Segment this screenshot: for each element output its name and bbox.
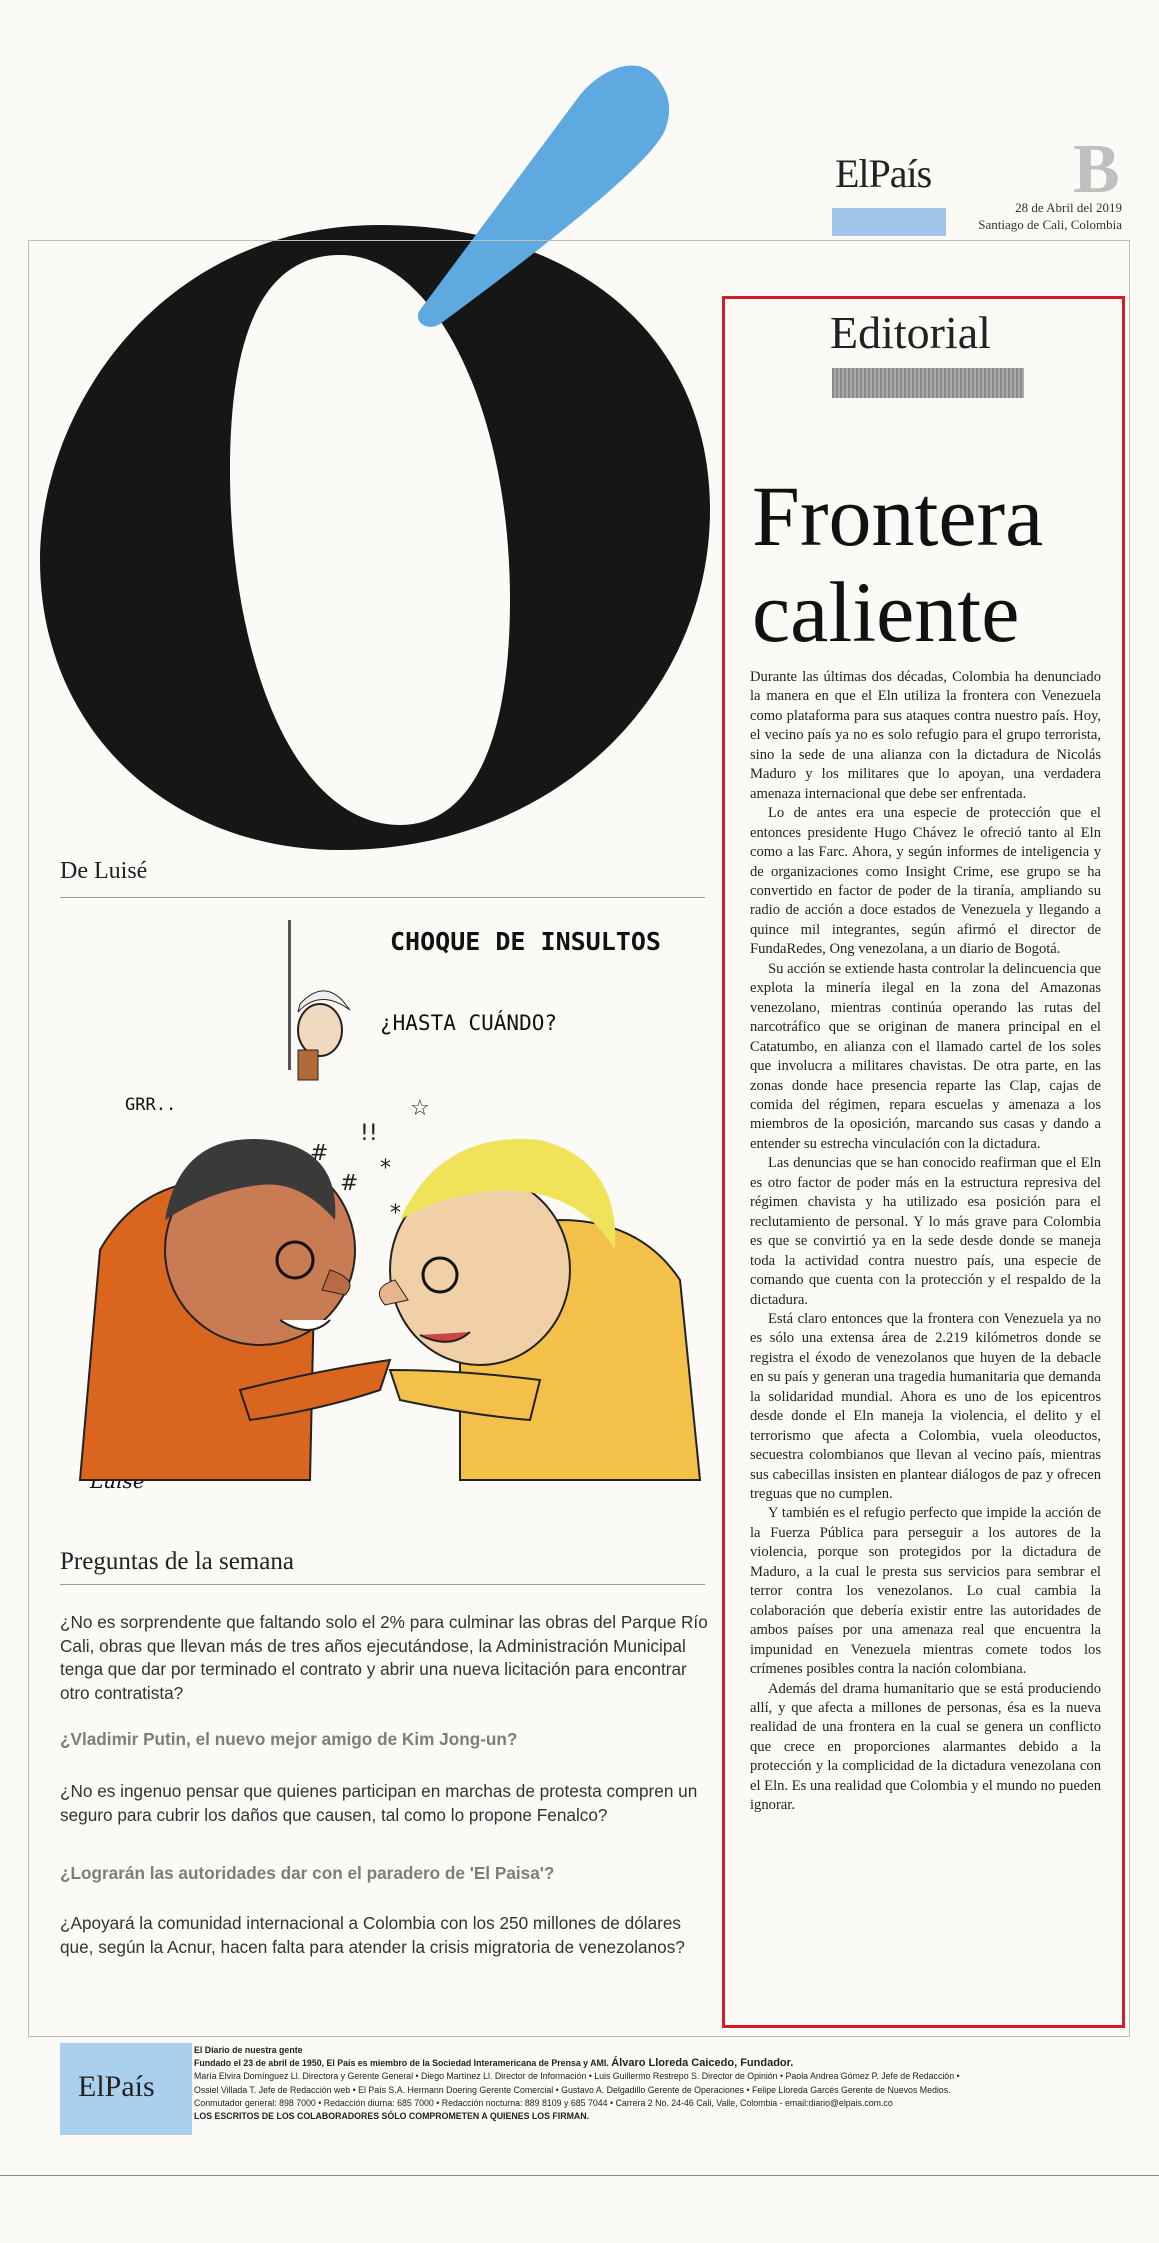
svg-text:#: # (310, 1141, 329, 1166)
question-item: ¿No es ingenuo pensar que quienes participan en marchas de protesta compren un seguro para cubrir los daños que causen, tal como lo propone Fenalco? (60, 1781, 698, 1825)
footer-founder: Álvaro Lloreda Caicedo, Fundador. (611, 2057, 794, 2070)
questions-section-title: Preguntas de la semana (60, 1548, 294, 1575)
editorial-paragraph: Está claro entonces que la frontera con Venezuela ya no es sólo una extensa área de 2.219 kilómetros donde se registra el éxodo de venezolanos que huyen de la debacle en su país y generan una tragedia humanitaria que demanda la solidaridad mundial. Ahora es uno de los epicentros desde donde el Eln maneja la violencia, el delito y el terrorismo que afecta a Colombia, vuela oleoductos, secuestra colombianos que llevan al vecino país, mientras sus cabecillas insisten en plantear diálogos de paz y ofrecen treguas que no cumplen. (750, 1310, 1101, 1503)
divider (60, 897, 705, 898)
cartoon-speech: ¿HASTA CUÁNDO? (380, 1011, 558, 1035)
masthead-logo: ElPaís (835, 151, 932, 196)
masthead-date: 28 de Abril del 2019 (1015, 200, 1122, 215)
svg-text:*: * (380, 1156, 391, 1181)
svg-text:!!: !! (360, 1121, 378, 1146)
masthead-place: Santiago de Cali, Colombia (978, 217, 1122, 232)
footer-disclaimer: LOS ESCRITOS DE LOS COLABORADORES SÓLO COMPROMETEN A QUIENES LOS FIRMAN. (194, 2111, 590, 2122)
footer-founded-line (194, 2057, 1124, 2070)
question-item-highlight: ¿Vladimir Putin, el nuevo mejor amigo de Kim Jong-un? (60, 1729, 518, 1749)
bottom-rule (0, 2175, 1159, 2176)
footer-contact: Conmutador general: 898 7000 • Redacción diurna: 685 7000 • Redacción nocturna: 889 8109 y 685 7044 • Carrera 2 No. 24-46 Cali, Valle, Colombia - email:diario@elpais.com.co (194, 2097, 893, 2108)
section-letter: B (1073, 131, 1120, 208)
footer-credits (194, 2044, 1124, 2123)
svg-text:*: * (390, 1201, 401, 1226)
question-item: ¿Apoyará la comunidad internacional a Colombia con los 250 millones de dólares que, según la Acnur, hacen falta para atender la crisis migratoria de venezolanos? (60, 1913, 685, 1957)
svg-text:#: # (340, 1171, 359, 1196)
editorial-paragraph: Además del drama humanitario que se está produciendo allí, y que afecta a millones de personas, ésa es la nueva realidad de una frontera en la cual se genera un conflicto que crece en proporciones alarmantes debido a la protección y la complicidad de la dictadura venezolana con el Eln. Es una realidad que Colombia y el mundo no pueden ignorar. (750, 1680, 1101, 1814)
cartoon-caption: CHOQUE DE INSULTOS (390, 927, 661, 956)
footer-founded: Fundado el 23 de abril de 1950, El País es miembro de la Sociedad Interamericana de Prensa y AMI. (194, 2058, 609, 2069)
footer-staff-2: Ossiel Villada T. Jefe de Redacción web • El País S.A. Hermann Doering Gerente Comercial • Gustavo A. Delgadillo Gerente de Operaciones • Felipe Lloreda Garcés Gerente de Nuevos Medios. (194, 2084, 951, 2095)
footer-tagline: El Diario de nuestra gente (194, 2045, 303, 2055)
headline-line-2: caliente (752, 564, 1020, 660)
editorial-body (750, 668, 1101, 1816)
footer-staff-1: María Elvira Domínguez Ll. Directora y Gerente General • Diego Martínez Ll. Director de Información • Luis Guillermo Restrepo S. Director de Opinión • Paola Andrea Gómez P. Jefe de Redacción • (194, 2071, 960, 2082)
editorial-headline (752, 468, 1112, 660)
svg-text:☆: ☆ (410, 1096, 430, 1121)
editorial-paragraph: Su acción se extiende hasta controlar la delincuencia que explota la minería ilegal en la zona del Amazonas venezolano, mientras continúa operando las rutas del narcotráfico que se originan de manera principal en el Catatumbo, en alianza con el llamado cartel de los soles que involucra a militares chavistas. De otra parte, en las zonas donde hace presencia reparte las Clap, cajas de comida del régimen, repara escuelas y amenaza a los miembros de la oposición, marcando sus casas y dando a entender su estrecha vinculación con la dictadura. (750, 960, 1101, 1152)
small-figure (288, 920, 350, 1080)
masthead-color-bar (832, 208, 946, 236)
cartoon-section-title: De Luisé (60, 858, 148, 884)
headline-line-1: Frontera (752, 468, 1044, 564)
political-cartoon (60, 920, 710, 1500)
editorial-paragraph: Y también es el refugio perfecto que impide la acción de la Fuerza Pública para perseguir a los autores de la violencia, porque son protegidos por la dictadura de Maduro, a la cual le presta sus servicios para sembrar el terror contra los venezolanos. Lo cual cambia la colaboración que debería existir entre las autoridades de ambos países por una amenaza real que encuentra la impunidad en Venezuela mientras comete todos los crímenes posibles contra la nación colombiana. (750, 1505, 1101, 1678)
right-figure (379, 1139, 700, 1480)
editorial-paragraph: Lo de antes era una especie de protección que el entonces presidente Hugo Chávez le ofreció tanto al Eln como a las Farc. Ahora, y según informes de inteligencia y de organizaciones como Insight Crime, ese grupo se ha convertido en factor de poder de la tiranía, ampliando su radio de acción a doce estados de Venezuela y llegando a quince mil integrantes, según afirmó el director de FundaRedes, Ong venezolana, a un diario de Bogotá. (750, 805, 1101, 958)
editorial-paragraph: Durante las últimas dos décadas, Colombia ha denunciado la manera en que el Eln utiliza la frontera con Venezuela como plataforma para sus ataques contra nuestro país. Hoy, el vecino país ya no es solo refugio para el grupo terrorista, sino la sede de una alianza con la dictadura de Nicolás Maduro y los militares que lo apoyan, una verdadera amenaza internacional que debe ser enfrentada. (750, 669, 1101, 802)
cartoon-sound: GRR.. (125, 1095, 177, 1115)
divider (60, 1584, 705, 1585)
question-item: ¿No es sorprendente que faltando solo el 2% para culminar las obras del Parque Río Cali, obras que llevan más de tres años ejecutándose, la Administración Municipal tenga que dar por terminado el contrato y abrir una nueva licitación para encontrar otro contratista? (60, 1612, 708, 1703)
editorial-paragraph: Las denuncias que se han conocido reafirman que el Eln es otro factor de poder más en la estructura represiva del régimen chavista y ha utilizado esa posición para el reclutamiento de personal. Y lo más grave para Colombia es que se convirtió ya en la sede desde donde se maneja toda la actividad contra nuestro país, una especie de comando que cuenta con la protección y el respaldo de la dictadura. (750, 1155, 1101, 1308)
footer-logo: ElPaís (78, 2070, 155, 2103)
editorial-section-label: Editorial (830, 307, 991, 358)
editorial-label-bar (832, 368, 1024, 398)
question-item-highlight: ¿Lograrán las autoridades dar con el paradero de 'El Paisa'? (60, 1863, 555, 1883)
